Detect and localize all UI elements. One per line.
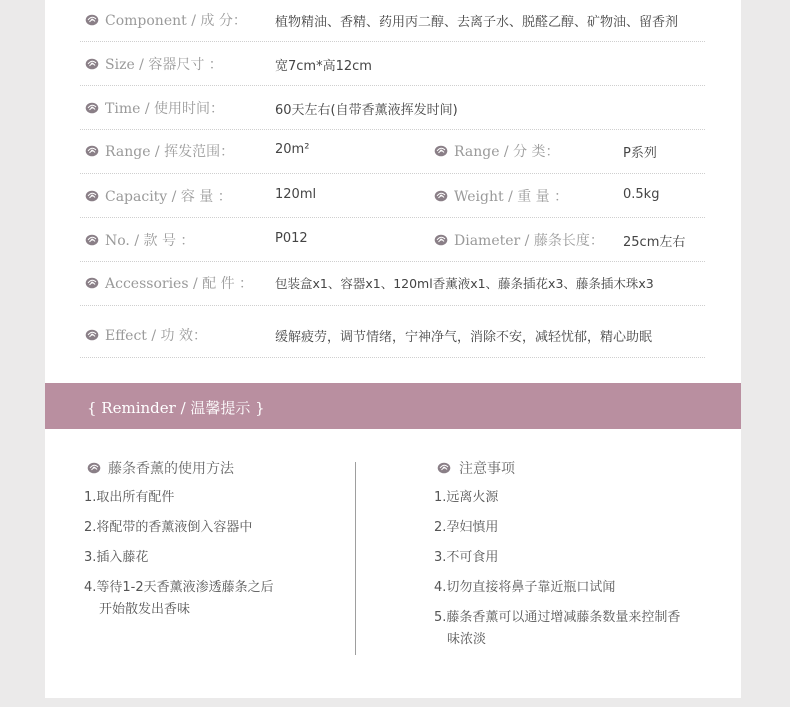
rose-icon [85, 144, 99, 157]
spec-label-component: Component / 成 分： [105, 13, 247, 29]
spec-label-effect: Effect / 功 效： [105, 328, 207, 344]
spec-value-time: 60天左右(自带香薰液挥发时间) [275, 103, 458, 118]
column-divider [355, 462, 356, 655]
spec-row-range [0, 141, 790, 163]
dotted-divider [80, 356, 705, 358]
reminder-banner [45, 383, 741, 429]
rose-icon [434, 189, 448, 202]
spec-label-capacity: Capacity / 容 量 ： [105, 189, 232, 205]
list-item-continued: 开始散发出香味 [99, 602, 191, 617]
spec-row-effect [0, 325, 790, 347]
spec-label-accessories: Accessories / 配 件 ： [105, 276, 254, 292]
list-item: 1.取出所有配件 [84, 490, 175, 505]
spec-value-accessories: 包装盒x1、容器x1、120ml香薰液x1、藤条插花x3、藤条插木珠x3 [275, 276, 654, 291]
rose-icon [85, 101, 99, 114]
list-item: 5.藤条香薰可以通过增减藤条数量来控制香 [434, 610, 681, 625]
spec-row-accessories [0, 273, 790, 295]
rose-icon [87, 461, 101, 474]
list-item: 2.将配带的香薰液倒入容器中 [84, 520, 253, 535]
rose-icon [85, 13, 99, 26]
list-item: 4.等待1-2天香薰液渗透藤条之后 [84, 580, 274, 595]
dotted-divider [80, 84, 705, 86]
dotted-divider [80, 260, 705, 262]
rose-icon [85, 189, 99, 202]
reminder-title: { Reminder / 温馨提示 } [87, 399, 265, 417]
dotted-divider [80, 304, 705, 306]
spec-value-effect: 缓解疲劳，调节情绪，宁神净气，消除不安，减轻忧郁，精心助眠 [275, 330, 653, 345]
usage-heading: 藤条香薰的使用方法 [108, 461, 234, 477]
spec-label-diameter: Diameter / 藤条长度： [454, 233, 604, 249]
spec-label-weight: Weight / 重 量 ： [454, 189, 569, 205]
spec-label-number: No. / 款 号 ： [105, 233, 195, 249]
spec-value-size: 宽7cm*高12cm [275, 59, 372, 74]
dotted-divider [80, 40, 705, 42]
spec-label-time: Time / 使用时间： [105, 101, 224, 117]
spec-row-size [0, 54, 790, 76]
rose-icon [85, 57, 99, 70]
spec-value-diameter: 25cm左右 [623, 235, 686, 250]
rose-icon [434, 144, 448, 157]
spec-value-weight: 0.5kg [623, 187, 660, 202]
rose-icon [85, 328, 99, 341]
spec-row-time [0, 98, 790, 120]
spec-value-range: 20m² [275, 142, 310, 157]
dotted-divider [80, 216, 705, 218]
rose-icon [434, 233, 448, 246]
dotted-divider [80, 128, 705, 130]
spec-row-component [0, 10, 790, 32]
spec-label-category: Range / 分 类： [454, 144, 560, 160]
spec-value-number: P012 [275, 231, 308, 246]
spec-row-capacity [0, 186, 790, 208]
list-item: 2.孕妇慎用 [434, 520, 499, 535]
list-item-continued: 味浓淡 [447, 632, 487, 647]
list-item: 1.远离火源 [434, 490, 499, 505]
list-item: 3.插入藤花 [84, 550, 149, 565]
list-item: 4.切勿直接将鼻子靠近瓶口试闻 [434, 580, 616, 595]
spec-label-range: Range / 挥发范围： [105, 144, 235, 160]
rose-icon [85, 276, 99, 289]
notes-heading: 注意事项 [459, 461, 515, 477]
dotted-divider [80, 172, 705, 174]
rose-icon [85, 233, 99, 246]
spec-value-component: 植物精油、香精、药用丙二醇、去离子水、脱醛乙醇、矿物油、留香剂 [275, 15, 679, 30]
spec-label-size: Size / 容器尺寸 ： [105, 57, 223, 73]
rose-icon [437, 461, 451, 474]
list-item: 3.不可食用 [434, 550, 499, 565]
spec-value-category: P系列 [623, 146, 657, 161]
spec-value-capacity: 120ml [275, 187, 317, 202]
spec-row-number [0, 230, 790, 252]
